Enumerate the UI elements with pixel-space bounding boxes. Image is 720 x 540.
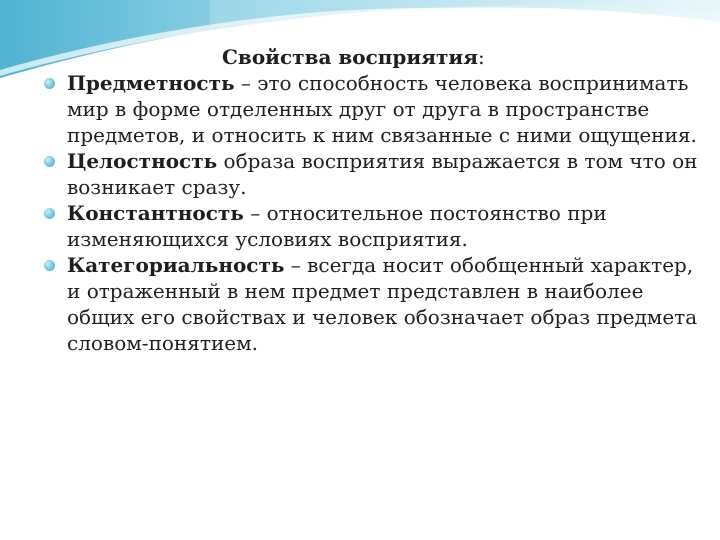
term-label: Предметность xyxy=(67,71,235,95)
bullet-icon xyxy=(44,78,55,89)
heading-colon: : xyxy=(478,45,485,69)
list-item xyxy=(44,70,708,148)
term-description: – это способность человека воспринимать мир в форме отделенных друг от друга в пространстве предметов, и относить к ним связанные с ними ощущения. xyxy=(67,71,697,147)
list-item xyxy=(44,148,708,200)
term-description: – всегда носит обобщенный характер, и отраженный в нем предмет представлен в наиболее общих его свойствах и человек обозначает образ предмета словом-понятием. xyxy=(67,253,698,355)
heading-text: Свойства восприятия xyxy=(222,45,479,69)
slide-content xyxy=(44,44,708,356)
term-description: образа восприятия выражается в том что он возникает сразу. xyxy=(67,149,698,199)
list-item xyxy=(44,252,708,356)
list-item xyxy=(44,200,708,252)
wave-band-light xyxy=(210,0,720,28)
term-description: – относительное постоянство при изменяющихся условиях восприятия. xyxy=(67,201,607,251)
bullet-icon xyxy=(44,208,55,219)
term-label: Константность xyxy=(67,201,244,225)
bullet-icon xyxy=(44,260,55,271)
term-label: Категориальность xyxy=(67,253,285,277)
slide-heading xyxy=(44,44,708,70)
term-label: Целостность xyxy=(67,149,218,173)
bullet-icon xyxy=(44,156,55,167)
property-list xyxy=(44,70,708,356)
